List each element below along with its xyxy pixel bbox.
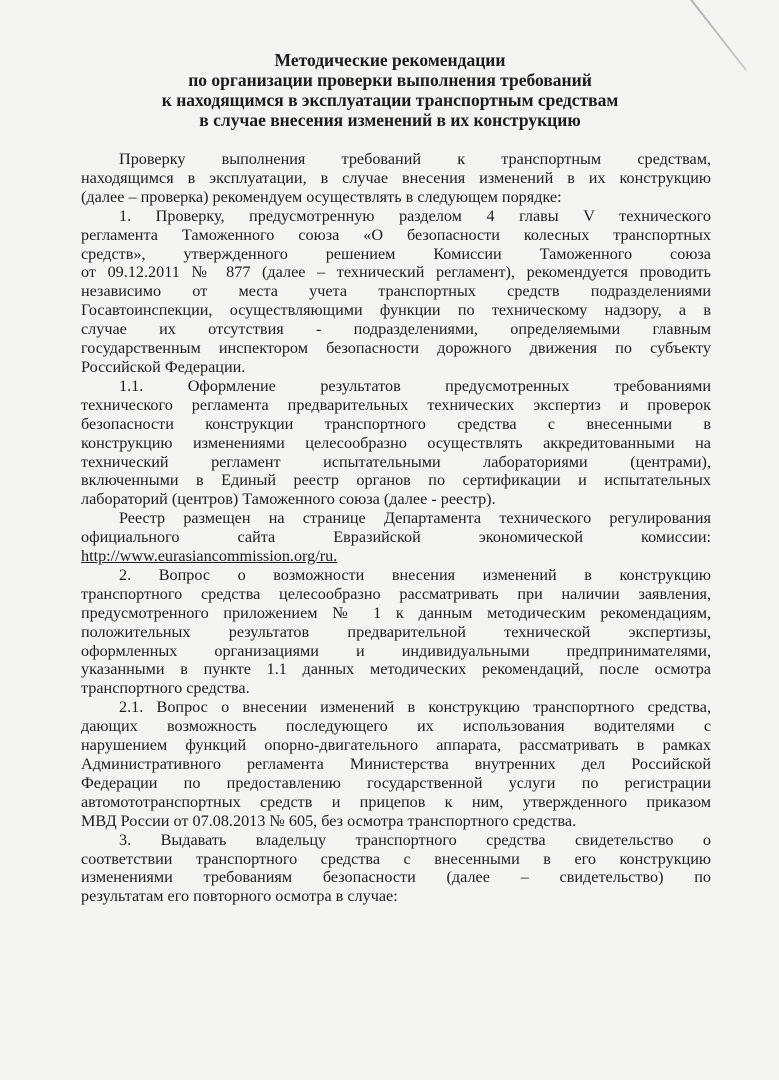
text-line: независимо от места учета транспортных средств подразделениями (81, 282, 711, 301)
text-line: (далее – проверка) рекомендуем осуществлять в следующем порядке: (81, 187, 562, 206)
text-line: случае их отсутствия - подразделениями, определяемыми главным (81, 320, 711, 339)
paragraph-2-1 (81, 698, 711, 830)
text-line: автомототранспортных средств и прицепов к ним, утвержденного приказом (81, 792, 711, 811)
text-line: нарушением функций опорно-двигательного аппарата, рассматривать в рамках (81, 736, 711, 755)
text-line: транспортного средства. (81, 679, 250, 698)
paragraph-1 (81, 207, 711, 377)
paragraph-2 (81, 566, 711, 698)
text-line: официального сайта Евразийской экономической комиссии: (81, 528, 711, 547)
text-line: от 09.12.2011 № 877 (далее – технический регламент), рекомендуется проводить (81, 263, 711, 282)
text-line: 3. Выдавать владельцу транспортного средства свидетельство о (119, 830, 711, 849)
text-line: результатам его повторного осмотра в случае: (81, 887, 398, 906)
text-line: 2. Вопрос о возможности внесения изменений в конструкцию (119, 565, 711, 584)
text-line: государственным инспектором безопасности дорожного движения по субъекту (81, 339, 711, 358)
text-line: указанными в пункте 1.1 данных методических рекомендаций, после осмотра (81, 660, 711, 679)
text-line: дающих возможность последующего их использования водителями с (81, 717, 711, 736)
document-title (120, 50, 660, 130)
title-line-1: Методические рекомендации (274, 50, 506, 70)
text-line: 1. Проверку, предусмотренную разделом 4 главы V технического (119, 206, 711, 225)
text-line: изменениями требованиям безопасности (далее – свидетельство) по (81, 868, 711, 887)
text-line: транспортного средства целесообразно рассматривать при наличии заявления, (81, 584, 711, 603)
text-line: безопасности конструкции транспортного средства с внесенными в (81, 414, 711, 433)
text-line: лабораторий (центров) Таможенного союза (далее - реестр). (81, 490, 496, 509)
text-line: Реестр размещен на странице Департамента технического регулирования (119, 509, 711, 528)
text-line: Проверку выполнения требований к транспортным средствам, (119, 150, 711, 168)
text-line: Административного регламента Министерства внутренних дел Российской (81, 755, 711, 773)
text-line: МВД России от 07.08.2013 № 605, без осмотра транспортного средства. (81, 811, 577, 830)
text-line: оформленных организациями и индивидуальными предпринимателями, (81, 641, 711, 660)
text-line: Российской Федерации. (81, 357, 246, 376)
text-line: 2.1. Вопрос о внесении изменений в конструкцию транспортного средства, (119, 698, 711, 717)
text-line: технического регламента предварительных технических экспертиз и проверок (81, 395, 711, 414)
paragraph-intro (81, 150, 711, 207)
eurasian-commission-link[interactable]: http://www.eurasiancommission.org/ru. (81, 547, 338, 566)
title-line-3: к находящимся в эксплуатации транспортным средствам (161, 90, 619, 110)
text-line: положительных результатов предварительной технической экспертизы, (81, 622, 711, 641)
text-line: регламента Таможенного союза «О безопасности колесных транспортных (81, 225, 711, 244)
text-line: Федерации по предоставлению государственной услуги по регистрации (81, 773, 711, 792)
scan-artifact-line (690, 0, 747, 71)
paragraph-3 (81, 831, 711, 907)
text-line: предусмотренного приложением № 1 к данным методическим рекомендациям, (81, 603, 711, 622)
link-line (81, 547, 711, 566)
paragraph-1-1 (81, 377, 711, 509)
text-line: средств», утвержденного решением Комиссии Таможенного союза (81, 244, 711, 263)
text-line: включенными в Единый реестр органов по сертификации и испытательных (81, 471, 711, 490)
text-line: технический регламент испытательными лабораториями (центрами), (81, 452, 711, 471)
paragraph-registry (81, 509, 711, 566)
text-line: Госавтоинспекции, осуществляющими функции по техническому надзору, а в (81, 301, 711, 320)
title-line-4: в случае внесения изменений в их конструкцию (199, 110, 581, 130)
text-line: находящимся в эксплуатации, в случае внесения изменений в их конструкцию (81, 168, 711, 187)
text-line: соответствии транспортного средства с внесенными в его конструкцию (81, 849, 711, 868)
text-line: конструкцию изменениями целесообразно осуществлять аккредитованными на (81, 433, 711, 452)
document-body (81, 150, 711, 906)
text-line: 1.1. Оформление результатов предусмотренных требованиями (119, 376, 711, 395)
title-line-2: по организации проверки выполнения требований (188, 70, 592, 90)
